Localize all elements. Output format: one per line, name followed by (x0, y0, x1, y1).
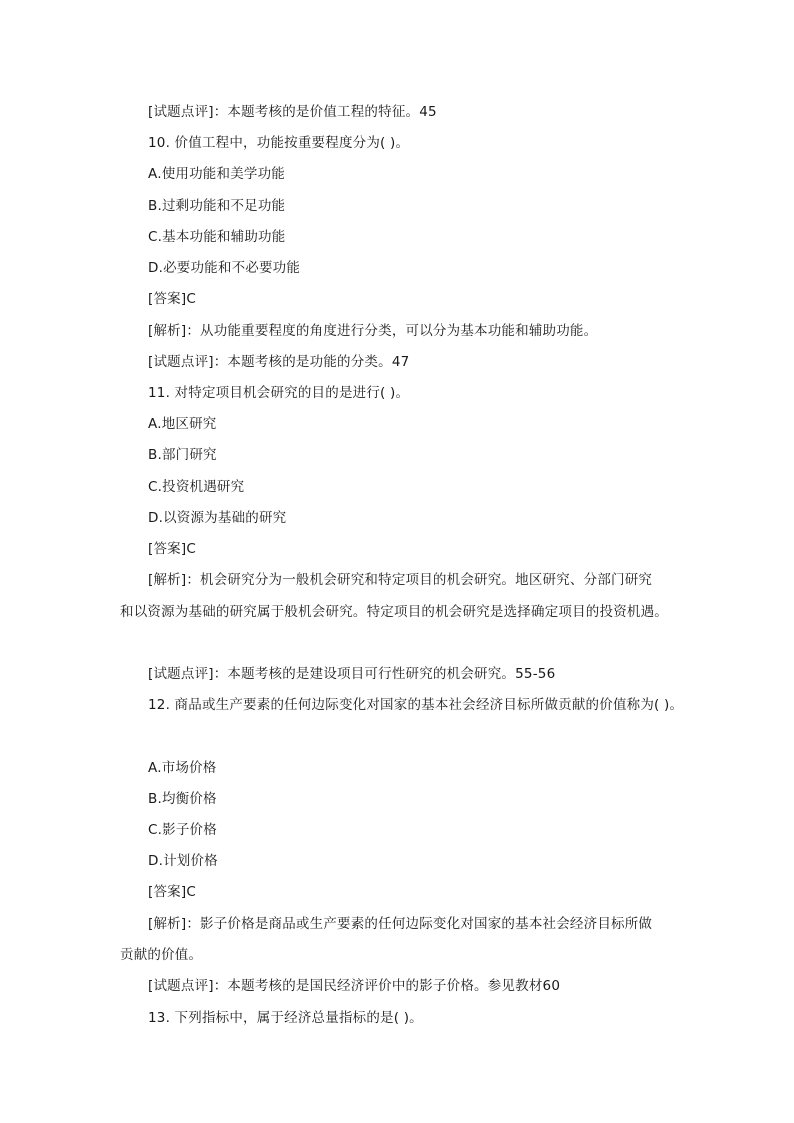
analysis-continuation: 贡献的价值。 (120, 947, 203, 963)
option-c: C.影子价格 (148, 822, 217, 838)
question-12: 12. 商品或生产要素的任何边际变化对国家的基本社会经济目标所做贡献的价值称为( )。 (148, 697, 684, 713)
comment-line: [试题点评]：本题考核的是功能的分类。47 (148, 354, 410, 370)
analysis-line: [解析]：影子价格是商品或生产要素的任何边际变化对国家的基本社会经济目标所做 (148, 916, 653, 932)
analysis-line: [解析]：机会研究分为一般机会研究和特定项目的机会研究。地区研究、分部门研究 (148, 572, 653, 588)
option-b: B.过剩功能和不足功能 (148, 198, 286, 214)
option-a: A.市场价格 (148, 760, 217, 776)
question-10: 10. 价值工程中，功能按重要程度分为( )。 (148, 135, 410, 151)
comment-line: [试题点评]：本题考核的是建设项目可行性研究的机会研究。55-56 (148, 666, 556, 682)
option-a: A.地区研究 (148, 416, 217, 432)
answer-line: [答案]C (148, 291, 196, 307)
option-c: C.投资机遇研究 (148, 479, 245, 495)
option-d: D.以资源为基础的研究 (148, 510, 287, 526)
analysis-continuation: 和以资源为基础的研究属于般机会研究。特定项目的机会研究是选择确定项目的投资机遇。 (120, 604, 668, 620)
option-b: B.部门研究 (148, 447, 217, 463)
option-d: D.必要功能和不必要功能 (148, 260, 301, 276)
question-13: 13. 下列指标中，属于经济总量指标的是( )。 (148, 1010, 423, 1026)
option-d: D.计划价格 (148, 853, 218, 869)
analysis-line: [解析]：从功能重要程度的角度进行分类，可以分为基本功能和辅助功能。 (148, 323, 598, 339)
answer-line: [答案]C (148, 541, 196, 557)
answer-line: [答案]C (148, 884, 196, 900)
option-a: A.使用功能和美学功能 (148, 166, 285, 182)
option-b: B.均衡价格 (148, 791, 217, 807)
question-11: 11. 对特定项目机会研究的目的是进行( )。 (148, 385, 410, 401)
comment-line: [试题点评]：本题考核的是价值工程的特征。45 (148, 104, 437, 120)
comment-line: [试题点评]：本题考核的是国民经济评价中的影子价格。参见教材60 (148, 978, 561, 994)
option-c: C.基本功能和辅助功能 (148, 229, 286, 245)
